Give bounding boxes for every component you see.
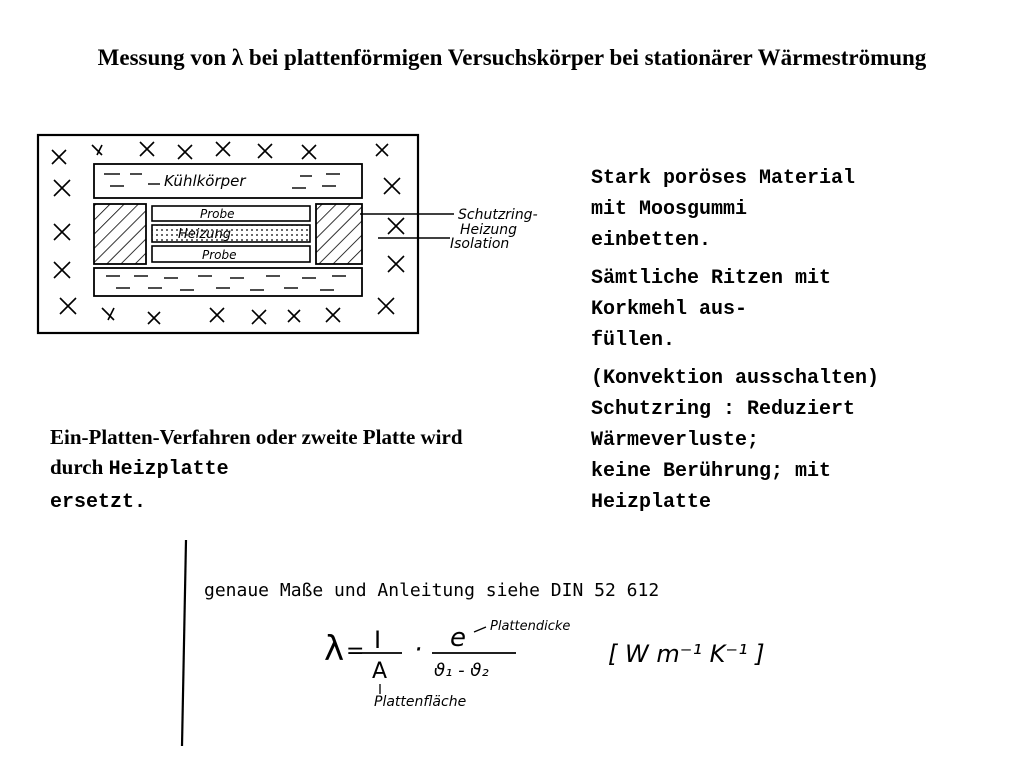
guard-ring-right [316,204,362,264]
lambda-formula [324,619,765,710]
formula-lambda: λ [324,629,345,669]
label-isolation: Isolation [450,236,510,252]
formula-section [170,538,810,758]
label-kuehlkoerper: Kühlkörper [164,172,246,190]
din-reference: genaue Maße und Anleitung siehe DIN 52 612 [204,580,660,601]
note-cracks: Sämtliche Ritzen mit Korkmehl aus- füllen. [591,267,832,352]
margin-rule [182,540,186,746]
formula-unit: [ W m⁻¹ K⁻¹ ] [608,640,765,668]
formula-equals: = [346,639,365,664]
right-notes [591,163,1011,525]
formula-numerator-i: I [374,626,382,654]
formula-denominator-a: A [372,659,388,684]
guard-ring-left [94,204,146,264]
heater-plate [152,225,310,242]
formula-numerator-e: e [450,623,466,653]
apparatus-sketch [30,128,590,348]
label-heizung-side: Heizung [460,222,518,238]
cooling-body-bottom [94,268,362,296]
label-schutzring: Schutzring- [458,207,538,223]
note-guard-ring: (Konvektion ausschalten) Schutzring : Reduziert Wärmeverluste; keine Berührung; mit Heizplatte [591,367,880,514]
page-title: Messung von λ bei plattenförmigen Versuchskörper bei stationärer Wärmeströmung [97,45,927,70]
label-plattenflaeche: Plattenfläche [374,694,467,710]
label-plattendicke: Plattendicke [490,619,571,634]
one-plate-method-note: Ein-Platten-Verfahren oder zweite Platte wird durch Heizplatte ersetzt. [50,425,463,514]
label-probe-bottom: Probe [202,248,237,262]
note-material: Stark poröses Material mit Moosgummi einbetten. [591,167,856,252]
label-probe-top: Probe [200,207,235,221]
formula-denominator-theta: ϑ₁ - ϑ₂ [434,660,489,681]
label-heizung: Heizung [178,227,231,242]
formula-dot: · [414,635,423,665]
